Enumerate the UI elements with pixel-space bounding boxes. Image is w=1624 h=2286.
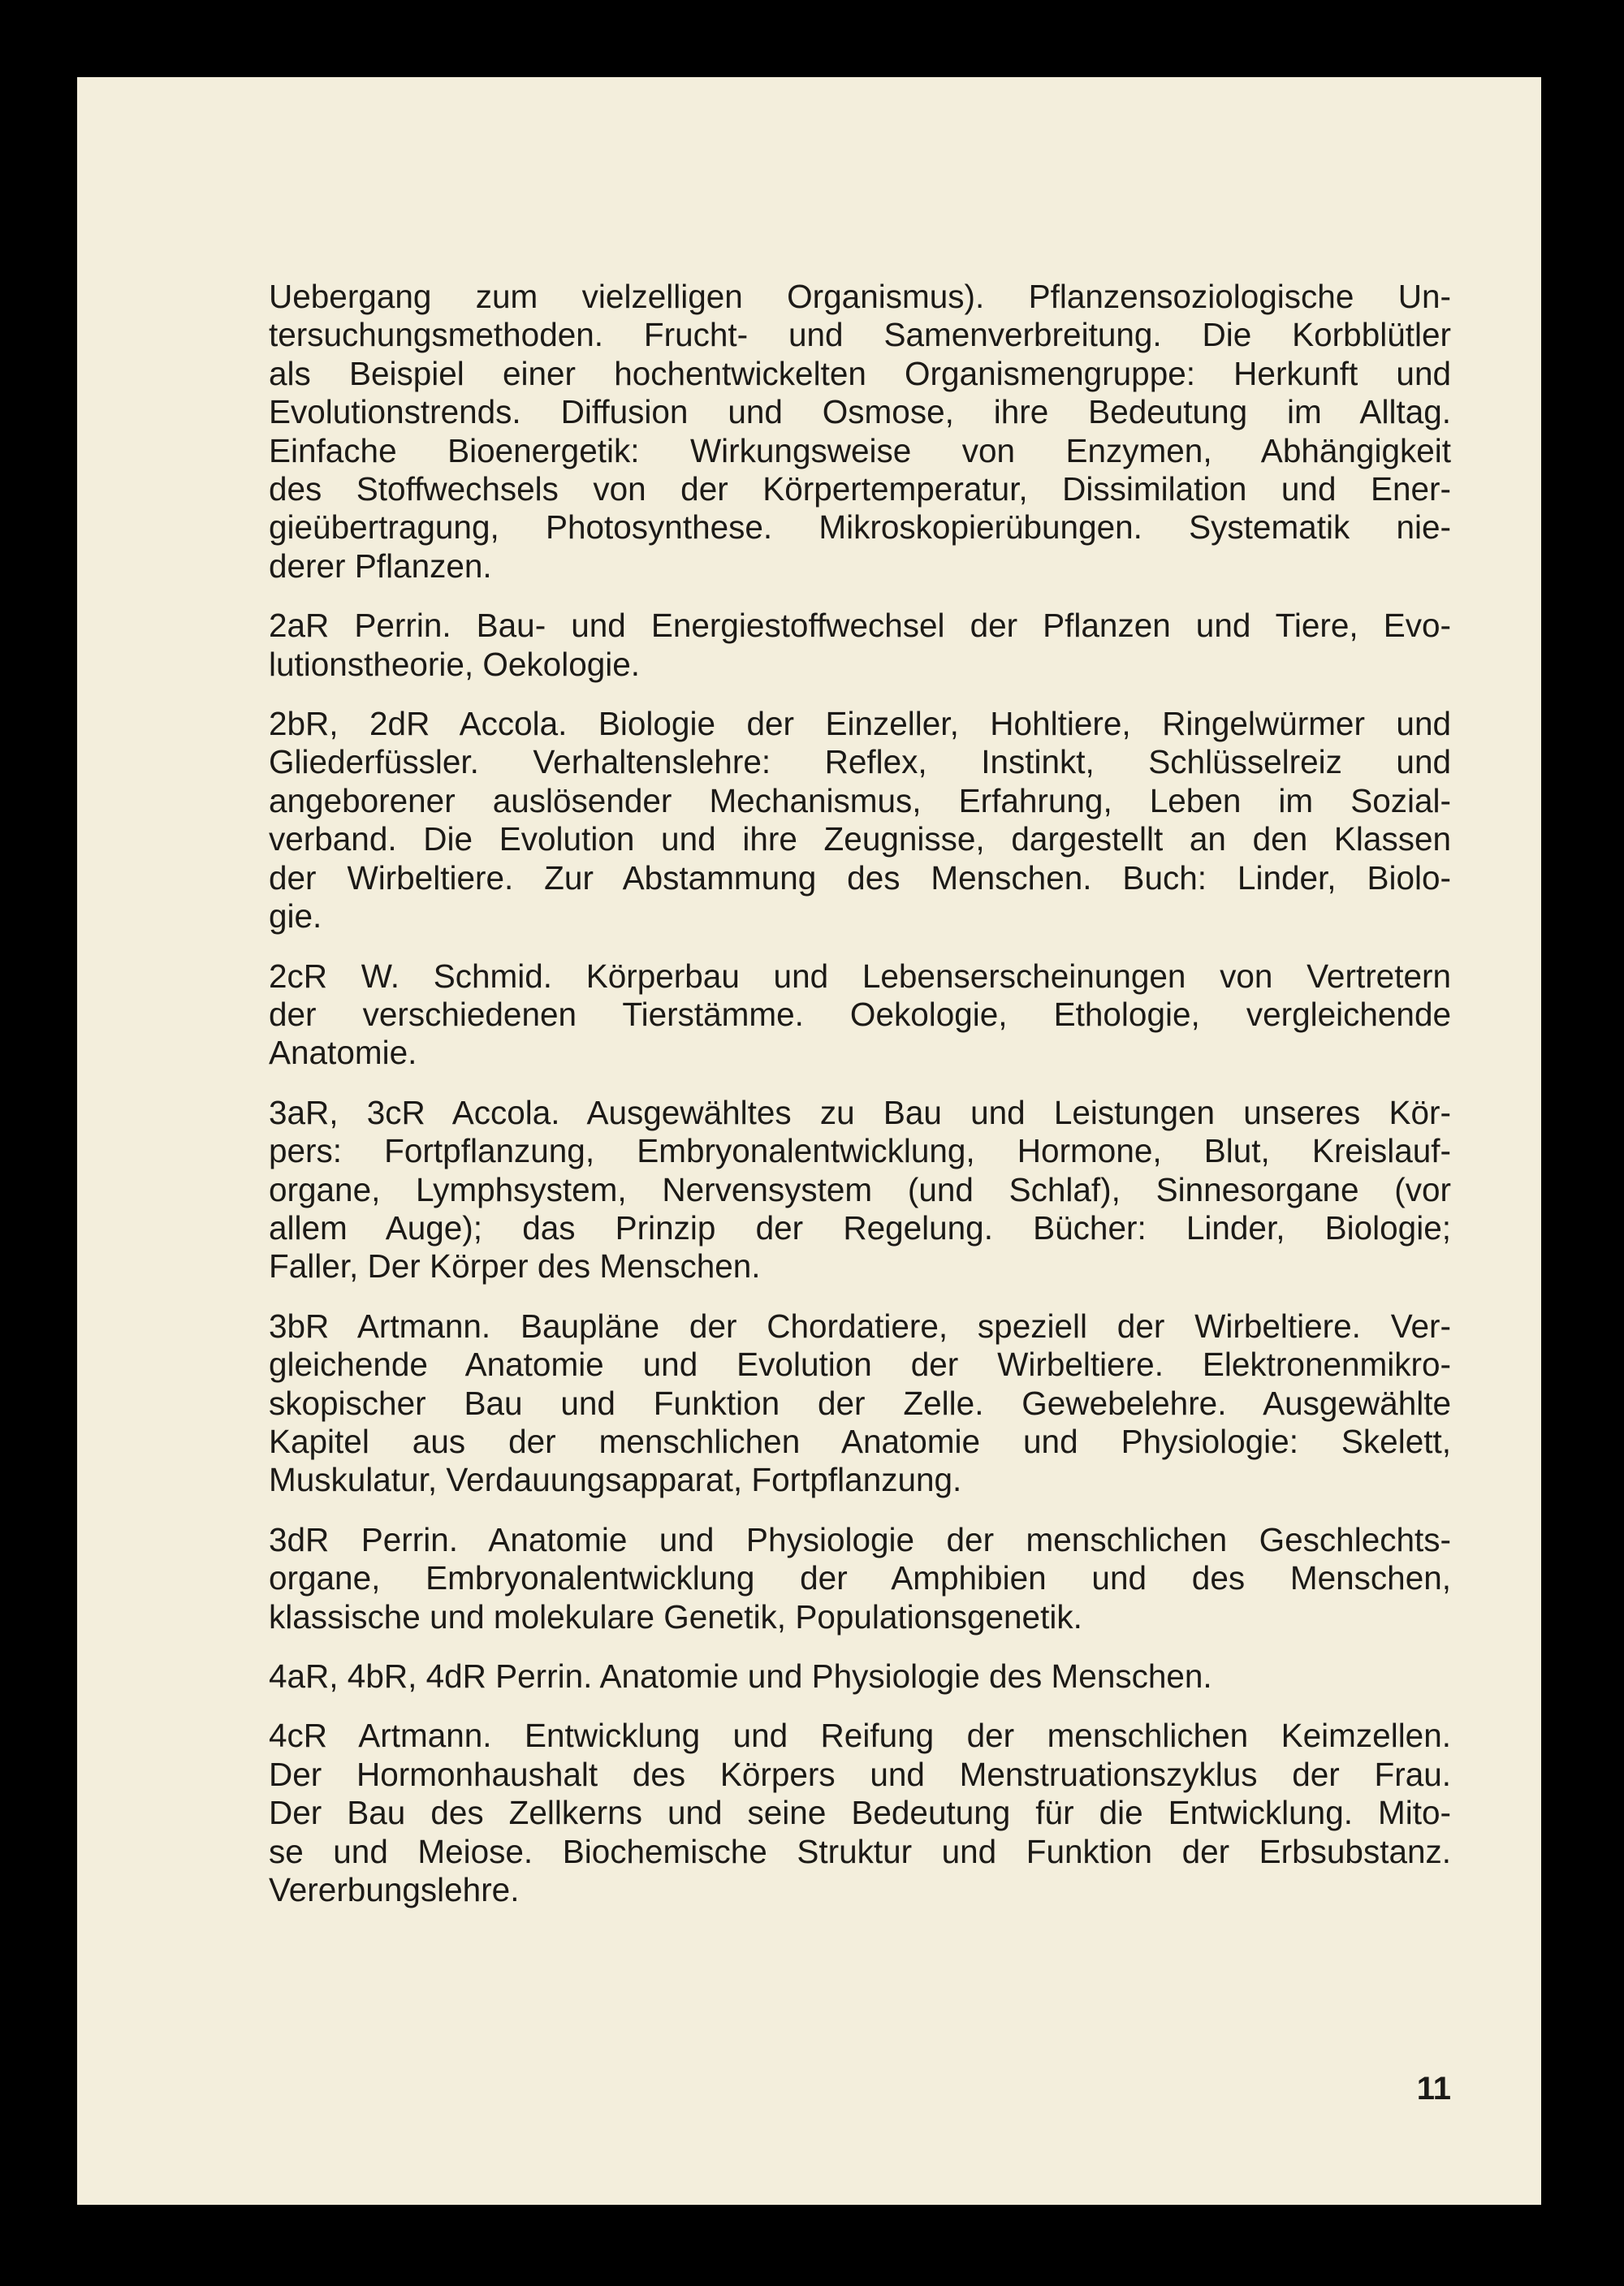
text-line: angeborener auslösender Mechanismus, Erfahrung, Leben im Sozial- <box>269 781 1451 819</box>
document-page <box>77 77 1541 2205</box>
text-line: gieübertragung, Photosynthese. Mikroskopierübungen. Systematik nie- <box>269 508 1451 547</box>
text-line: tersuchungsmethoden. Frucht- und Samenverbreitung. Die Korbblütler <box>269 316 1451 354</box>
text-line: lutionstheorie, Oekologie. <box>269 645 641 683</box>
text-line: allem Auge); das Prinzip der Regelung. Bücher: Linder, Biologie; <box>269 1208 1451 1247</box>
text-line: 4cR Artmann. Entwicklung und Reifung der menschlichen Keimzellen. <box>269 1717 1451 1755</box>
paragraph <box>269 1717 1451 1909</box>
paragraph <box>269 278 1451 586</box>
text-line: 2aR Perrin. Bau- und Energiestoffwechsel der Pflanzen und Tiere, Evo- <box>269 607 1451 645</box>
text-line: 2cR W. Schmid. Körperbau und Lebenserscheinungen von Vertretern <box>269 957 1451 995</box>
text-line: Faller, Der Körper des Menschen. <box>269 1247 761 1286</box>
body-text <box>269 278 1451 1930</box>
paragraph <box>269 705 1451 936</box>
text-line: klassische und molekulare Genetik, Populationsgenetik. <box>269 1597 1082 1636</box>
text-line: der Wirbeltiere. Zur Abstammung des Menschen. Buch: Linder, Biolo- <box>269 858 1451 897</box>
text-line: als Beispiel einer hochentwickelten Organismengruppe: Herkunft und <box>269 354 1451 392</box>
paragraph <box>269 1307 1451 1500</box>
text-line: 3dR Perrin. Anatomie und Physiologie der menschlichen Geschlechts- <box>269 1520 1451 1558</box>
paragraph <box>269 957 1451 1073</box>
text-line: Der Bau des Zellkerns und seine Bedeutung für die Entwicklung. Mito- <box>269 1794 1451 1832</box>
text-line: Anatomie. <box>269 1034 417 1072</box>
text-line: des Stoffwechsels von der Körpertemperatur, Dissimilation und Ener- <box>269 470 1451 508</box>
text-line: verband. Die Evolution und ihre Zeugnisse, dargestellt an den Klassen <box>269 820 1451 858</box>
text-line: 2bR, 2dR Accola. Biologie der Einzeller, Hohltiere, Ringelwürmer und <box>269 705 1451 743</box>
text-line: organe, Embryonalentwicklung der Amphibien und des Menschen, <box>269 1559 1451 1597</box>
text-line: gie. <box>269 897 322 936</box>
paragraph <box>269 1094 1451 1286</box>
text-line: gleichende Anatomie und Evolution der Wirbeltiere. Elektronenmikro- <box>269 1346 1451 1384</box>
text-line: 4aR, 4bR, 4dR Perrin. Anatomie und Physiologie des Menschen. <box>269 1657 1212 1695</box>
text-line: Der Hormonhaushalt des Körpers und Menstruationszyklus der Frau. <box>269 1755 1451 1793</box>
text-line: pers: Fortpflanzung, Embryonalentwicklung, Hormone, Blut, Kreislauf- <box>269 1132 1451 1170</box>
text-line: Gliederfüssler. Verhaltenslehre: Reflex, Instinkt, Schlüsselreiz und <box>269 743 1451 781</box>
page-number: 11 <box>1416 2071 1451 2107</box>
paragraph <box>269 1521 1451 1636</box>
paragraph <box>269 1657 1451 1696</box>
text-line: Kapitel aus der menschlichen Anatomie und Physiologie: Skelett, <box>269 1422 1451 1460</box>
text-line: skopischer Bau und Funktion der Zelle. Gewebelehre. Ausgewählte <box>269 1384 1451 1422</box>
text-line: Vererbungslehre. <box>269 1871 520 1909</box>
text-line: Evolutionstrends. Diffusion und Osmose, ihre Bedeutung im Alltag. <box>269 393 1451 431</box>
text-line: der verschiedenen Tierstämme. Oekologie, Ethologie, vergleichende <box>269 995 1451 1033</box>
text-line: Uebergang zum vielzelligen Organismus). Pflanzensoziologische Un- <box>269 278 1451 315</box>
text-line: Muskulatur, Verdauungsapparat, Fortpflanzung. <box>269 1461 962 1499</box>
text-line: se und Meiose. Biochemische Struktur und Funktion der Erbsubstanz. <box>269 1832 1451 1870</box>
text-line: organe, Lymphsystem, Nervensystem (und Schlaf), Sinnesorgane (vor <box>269 1170 1451 1208</box>
paragraph <box>269 607 1451 684</box>
text-line: Einfache Bioenergetik: Wirkungsweise von Enzymen, Abhängigkeit <box>269 431 1451 469</box>
text-line: 3aR, 3cR Accola. Ausgewähltes zu Bau und Leistungen unseres Kör- <box>269 1093 1451 1131</box>
text-line: derer Pflanzen. <box>269 547 492 585</box>
text-line: 3bR Artmann. Baupläne der Chordatiere, speziell der Wirbeltiere. Ver- <box>269 1307 1451 1345</box>
